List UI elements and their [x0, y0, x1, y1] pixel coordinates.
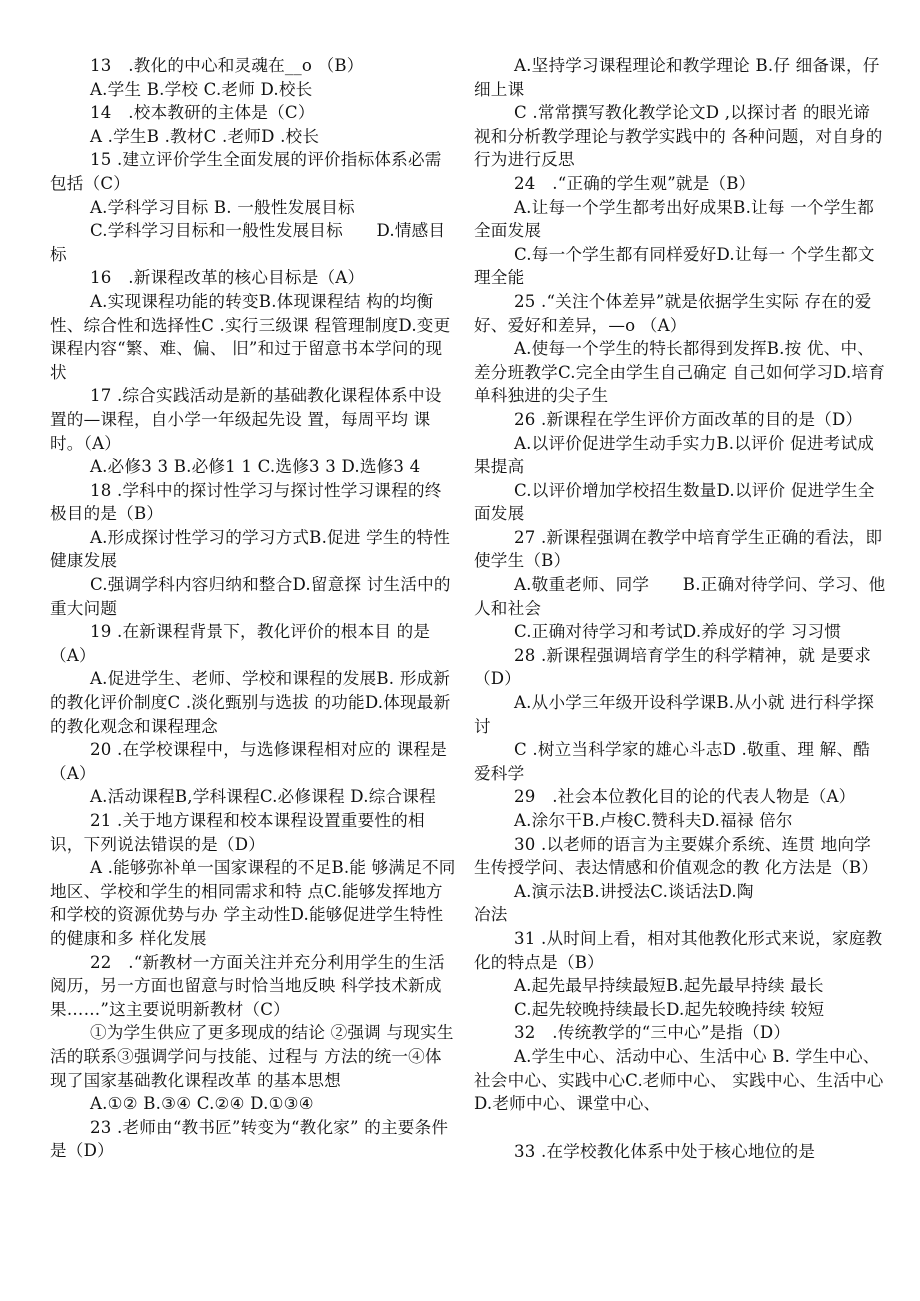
question-paragraph: A .能够弥补单一国家课程的不足B.能 够满足不同地区、学校和学生的相同需求和特 点C.能够发挥地方和学校的资源优势与办 学主动性D.能够促进学生特性的健康和多 样化发展 — [50, 858, 456, 948]
question-paragraph: A.从小学三年级开设科学课B.从小就 进行科学探讨 — [474, 693, 875, 736]
question-paragraph: 冶法 — [474, 905, 508, 925]
question-paragraph: 21 .关于地方课程和校本课程设置重要性的相识，下列说法错误的是（D） — [50, 811, 425, 854]
question-paragraph: 19 .在新课程背景下，教化评价的根本目 的是（A） — [50, 622, 431, 665]
question-paragraph: C.正确对待学习和考试D.养成好的学 习习惯 — [514, 622, 842, 642]
question-paragraph: A.学生 B.学校 C.老师 D.校长 — [90, 79, 313, 99]
question-paragraph: A.学生中心、活动中心、生活中心 B. 学生中心、社会中心、实践中心C.老师中心、 实践中心、生活中心 D.老师中心、课堂中心、 — [474, 1046, 884, 1114]
question-paragraph: 17 .综合实践活动是新的基础教化课程体系中设置的—课程，自小学一年级起先设 置，每周平均 课时。（A） — [50, 386, 442, 453]
question-paragraph: 33 .在学校教化体系中处于核心地位的是 — [514, 1141, 816, 1161]
question-paragraph: 29 .社会本位教化目的论的代表人物是（A） — [514, 787, 856, 807]
question-paragraph: 14 .校本教研的主体是（C） — [90, 103, 315, 123]
question-paragraph: A.以评价促进学生动手实力B.以评价 促进考试成果提高 — [474, 433, 875, 477]
question-paragraph: 25 .“关注个体差异”就是依据学生实际 存在的爱好、爱好和差异，—o （A） — [474, 291, 872, 335]
left-column — [50, 54, 458, 1301]
question-paragraph: 22 .“新教材一方面关注并充分利用学生的生活阅历，另一方面也留意与时恰当地反映 科学技术新成果……”这主要说明新教材（C） — [50, 952, 445, 1019]
question-paragraph: A.形成探讨性学习的学习方式B.促进 学生的特性健康发展 — [50, 527, 451, 571]
question-paragraph: C.每一个学生都有同样爱好D.让每一 个学生都文理全能 — [474, 244, 875, 288]
question-paragraph: A.让每一个学生都考出好成果B.让每 一个学生都全面发展 — [474, 197, 875, 241]
question-paragraph: A.①② B.③④ C.②④ D.①③④ — [90, 1094, 314, 1114]
question-paragraph: 26 .新课程在学生评价方面改革的目的是（D） — [514, 409, 863, 429]
question-paragraph: 28 .新课程强调培育学生的科学精神，就 是要求（D） — [474, 645, 872, 689]
question-paragraph: A.活动课程B,学科课程C.必修课程 D.综合课程 — [90, 787, 436, 807]
question-paragraph: A.起先最早持续最短B.起先最早持续 最长 — [514, 976, 824, 996]
paragraph-gap — [474, 1116, 886, 1140]
question-paragraph: C.以评价增加学校招生数量D.以评价 促进学生全面发展 — [474, 480, 875, 524]
question-paragraph: A.学科学习目标 B. 一般性发展目标 — [90, 197, 355, 217]
question-paragraph: 15 .建立评价学生全面发展的评价指标体系必需包括（C） — [50, 150, 442, 193]
question-paragraph: C .常常撰写教化教学论文D ,以探讨者 的眼光谛视和分析教学理论与教学实践中的 各种问题，对自身的行为进行反思 — [474, 103, 883, 170]
question-paragraph: A.涂尔干B.卢梭C.赞科夫D.福禄 倍尔 — [514, 811, 793, 830]
question-paragraph: A.使每一个学生的特长都得到发挥B.按 优、中、差分班教学C.完全由学生自己确定 自己如何学习D.培育单科独进的尖子生 — [474, 339, 886, 406]
question-paragraph: A.实现课程功能的转变B.体现课程结 构的均衡性、综合性和选择性C .实行三级课 程管理制度D.变更课程内容“繁、难、偏、 旧”和过于留意书本学问的现状 — [50, 291, 451, 382]
question-paragraph: ①为学生供应了更多现成的结论 ②强调 与现实生活的联系③强调学问与技能、过程与 方法的统一④体现了国家基础教化课程改革 的基本思想 — [50, 1023, 454, 1090]
question-paragraph: A.敬重老师、同学 B.正确对待学问、学习、他人和社会 — [474, 575, 886, 618]
question-paragraph: C.起先较晚持续最长D.起先较晚持续 较短 — [514, 999, 825, 1019]
question-paragraph: 23 .老师由“教书匠”转变为“教化家” 的主要条件是（D） — [50, 1117, 449, 1161]
question-paragraph: C.强调学科内容归纳和整合D.留意探 讨生活中的重大问题 — [50, 575, 451, 618]
question-paragraph: 27 .新课程强调在教学中培育学生正确的看法，即使学生（B） — [474, 527, 883, 571]
question-paragraph: A.演示法B.讲授法C.谈话法D.陶 — [514, 881, 754, 901]
question-paragraph: A.必修3 3 B.必修1 1 C.选修3 3 D.选修3 4 — [90, 457, 421, 477]
question-paragraph: 31 .从时间上看，相对其他教化形式来说，家庭教化的特点是（B） — [474, 928, 883, 972]
question-paragraph: 32 .传统教学的“三中心”是指（D） — [514, 1023, 791, 1043]
question-paragraph: C.学科学习目标和一般性发展目标 D.情感目标 — [50, 221, 446, 264]
question-paragraph: 16 .新课程改革的核心目标是（A） — [90, 268, 365, 288]
question-paragraph: C .树立当科学家的雄心斗志D .敬重、理 解、酷爱科学 — [474, 740, 871, 783]
question-paragraph: A.促进学生、老师、学校和课程的发展B. 形成新的教化评价制度C .淡化甄别与选拔 的功能D.体现最新的教化观念和课程理念 — [50, 669, 451, 736]
question-paragraph: 24 .“正确的学生观”就是（B） — [514, 173, 756, 193]
question-paragraph: 18 .学科中的探讨性学习与探讨性学习课程的终极目的是（B） — [50, 480, 442, 524]
question-paragraph: 13 .教化的中心和灵魂在__o （B） — [90, 56, 364, 75]
question-paragraph: A.坚持学习课程理论和教学理论 B.仔 细备课，仔细上课 — [474, 56, 880, 99]
right-column — [474, 54, 886, 1301]
question-paragraph: 20 .在学校课程中，与选修课程相对应的 课程是（A） — [50, 740, 448, 783]
question-paragraph: 30 .以老师的语言为主要媒介系统、连贯 地向学生传授学问、表达情感和价值观念的教 化方法是（B） — [474, 834, 879, 878]
question-paragraph: A .学生B .教材C .老师D .校长 — [90, 126, 320, 146]
